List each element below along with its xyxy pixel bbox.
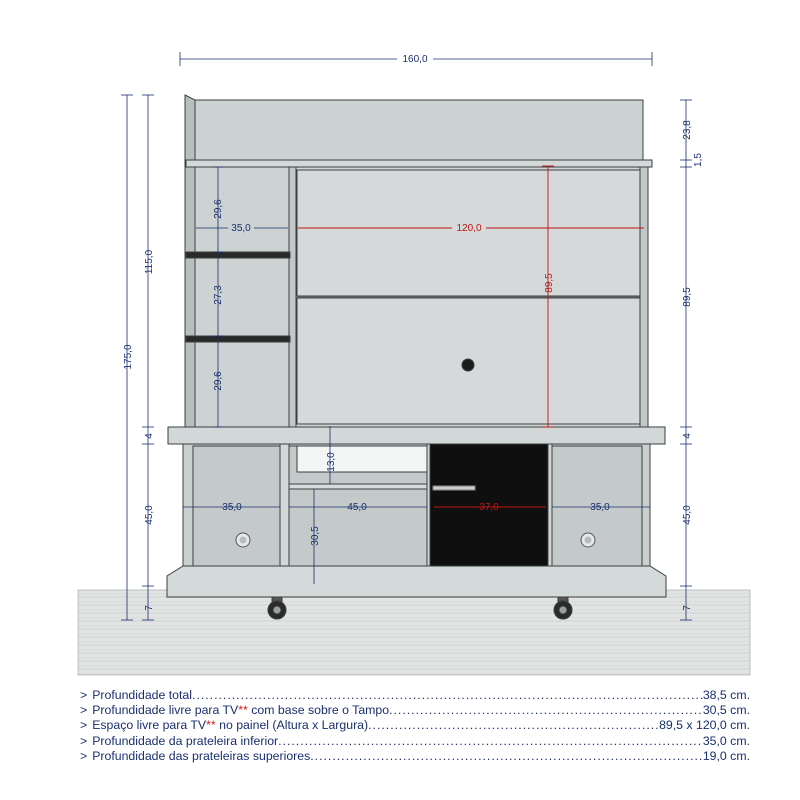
top-shelf: [186, 160, 652, 167]
spec-label: Espaço livre para TV** no painel (Altura x Largura): [92, 718, 369, 733]
shelf-lower: [186, 336, 290, 342]
spec-line: [80, 718, 750, 733]
hole-right-inner: [585, 537, 592, 544]
divider-3: [548, 444, 552, 568]
spec-line: [80, 688, 750, 703]
dim-shelf-gap-top: 29,6: [213, 199, 224, 219]
dim-tampo-right: 4: [682, 433, 693, 439]
spec-value: 38,5 cm.: [702, 688, 750, 702]
spec-label: Profundidade total: [92, 688, 193, 702]
floor: [78, 590, 750, 675]
spec-value: 89,5 x 120,0 cm.: [659, 718, 750, 733]
dim-total-height: 175,0: [123, 344, 134, 370]
dim-tv-height-right: 89,5: [682, 287, 693, 307]
dim-shelf-width: 35,0: [231, 223, 251, 234]
center-shelf: [289, 484, 427, 489]
spec-line: [80, 749, 750, 764]
right-post: [640, 167, 648, 427]
dim-lower-height-left: 45,0: [144, 505, 155, 525]
dim-niche-right-width: 35,0: [590, 502, 610, 513]
shelf-upper: [186, 252, 290, 258]
niche-center-top: [297, 446, 427, 472]
spec-line: [80, 734, 750, 749]
spec-marker: >: [80, 688, 88, 702]
spec-label: Profundidade livre para TV** com base sobre o Tampo: [92, 703, 390, 718]
left-divider: [289, 167, 296, 427]
base-plinth: [167, 566, 666, 597]
dim-top-panel: 23,8: [682, 120, 693, 140]
dim-shelf-gap-middle: 27,3: [213, 285, 224, 305]
spec-value: 19,0 cm.: [702, 748, 750, 763]
spec-marker: >: [80, 733, 88, 748]
spec-line: [80, 703, 750, 718]
cable-hole: [462, 359, 474, 371]
door-handle: [433, 486, 475, 490]
home-theater: [167, 95, 666, 619]
black-door: [430, 444, 548, 584]
left-tower: [195, 167, 290, 427]
dim-door-width: 37,0: [479, 502, 499, 513]
dim-tampo-left: 4: [144, 433, 155, 439]
top-back-panel: [195, 100, 643, 162]
dim-base-right: 7: [682, 605, 693, 611]
dim-center-top-height: 13,0: [326, 452, 337, 472]
specification-list: [80, 688, 750, 764]
dim-base-left: 7: [144, 605, 155, 611]
left-side-panel: [185, 95, 195, 430]
spec-value: 30,5 cm.: [702, 703, 750, 718]
dim-niche-left-width: 35,0: [222, 502, 242, 513]
spec-marker: >: [80, 703, 88, 718]
spec-marker: >: [80, 748, 88, 763]
divider-1: [280, 444, 289, 568]
dim-top-shelf: 1,5: [693, 153, 704, 167]
dim-tv-height-inner: 89,5: [544, 273, 555, 293]
dim-lower-height-right: 45,0: [682, 505, 693, 525]
dim-total-width: 160,0: [402, 54, 428, 65]
dim-center-bottom-height: 30,5: [310, 526, 321, 546]
dim-shelf-gap-bottom: 29,6: [213, 371, 224, 391]
dim-tv-width: 120,0: [456, 223, 482, 234]
spec-label: Profundidade da prateleira inferior: [92, 733, 279, 748]
spec-marker: >: [80, 718, 88, 733]
spec-value: 35,0 cm.: [702, 733, 750, 748]
dim-center-width: 45,0: [347, 502, 367, 513]
spec-label: Profundidade das prateleiras superiores: [92, 748, 311, 763]
tampo: [168, 427, 665, 444]
dim-upper-height: 115,0: [144, 249, 155, 275]
hole-left-inner: [240, 537, 247, 544]
